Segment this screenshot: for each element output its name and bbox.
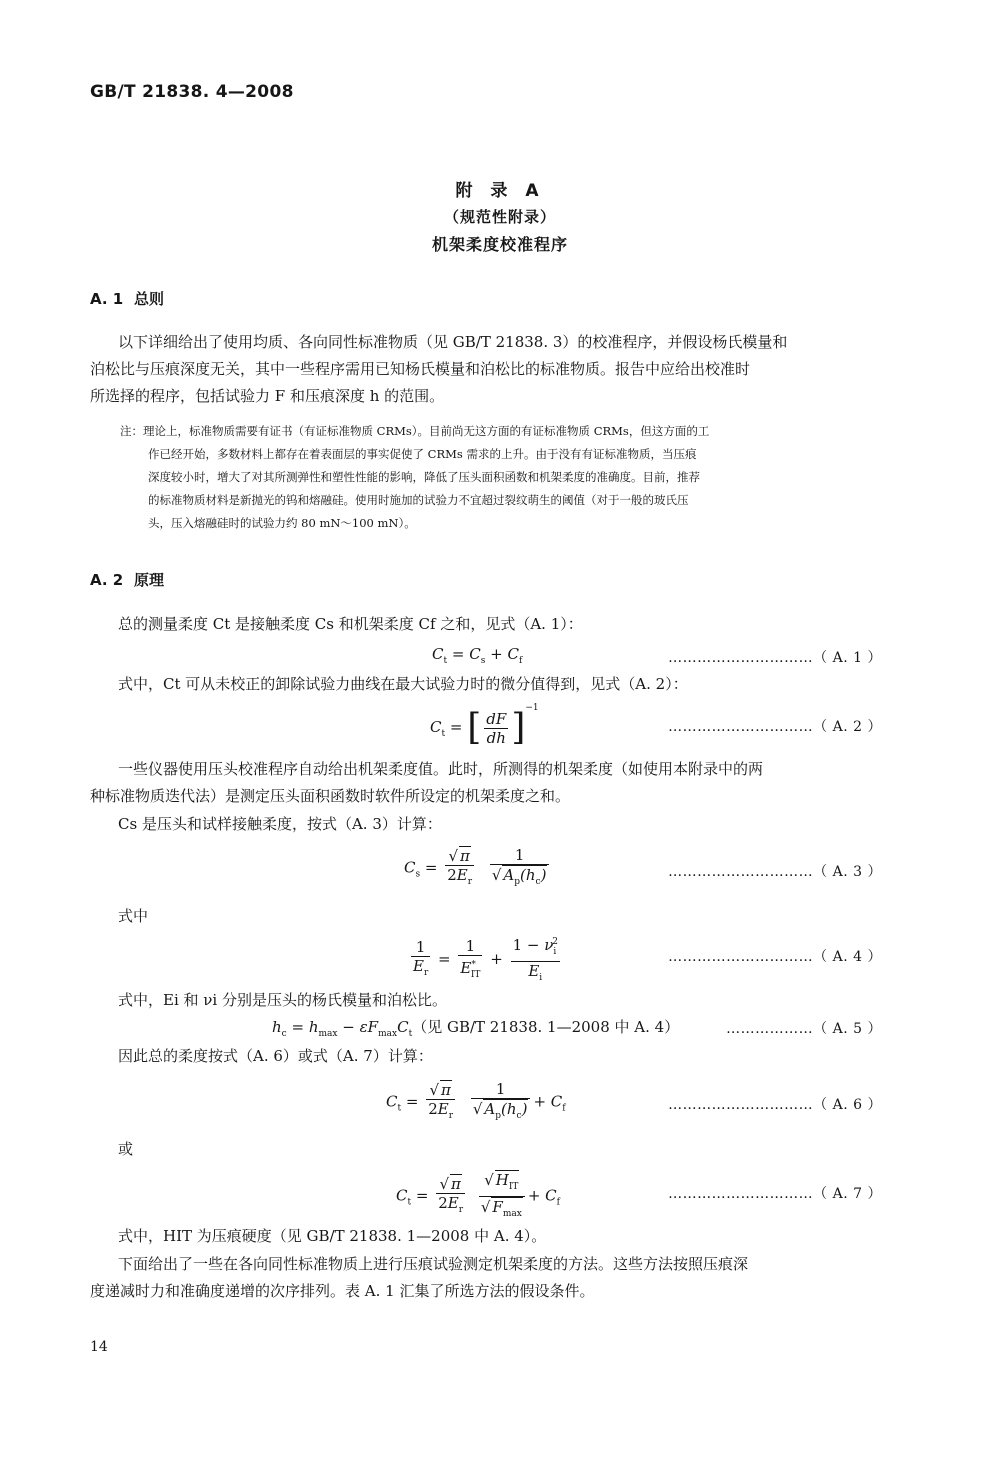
appendix-title: 附 录 A [455,181,545,201]
paragraph-line: 种标准物质迭代法）是测定压头面积函数时软件所设定的机架柔度之和。 [90,787,571,805]
equation-reference: （见 GB/T 21838. 1—2008 中 A. 4） [412,1018,680,1036]
equation-number: …………………………（ A. 2 ） [668,719,882,735]
paragraph-line: 所选择的程序，包括试验力 F 和压痕深度 h 的范围。 [90,387,445,405]
paragraph-line: 式中 [118,907,149,925]
section-title: 总则 [134,290,165,308]
paragraph-line: 一些仪器使用压头校准程序自动给出机架柔度值。此时，所测得的机架柔度（如使用本附录中的两 [118,760,764,778]
equation-a5: $h_c = h_{max} - \varepsilon F_{max}C_t$（见 GB/T 21838. 1—2008 中 A. 4） [272,1018,680,1039]
note [120,420,885,535]
paragraph-line: 泊松比与压痕深度无关，其中一些程序需用已知杨氏模量和泊松比的标准物质。报告中应给出校准时 [90,360,751,378]
note-line: 头，压入熔融硅时的试验力约 80 mN～100 mN）。 [148,516,416,530]
equation-a1: $C_t = C_s + C_f$ [432,645,523,666]
equation-a6: $C_t$ = $\frac{√ \pi}{2E_r}$ $\frac{1}{√ A_p(h_c)}$ + $C_f$ [386,1080,566,1125]
paragraph-line: 下面给出了一些在各向同性标准物质上进行压痕试验测定机架柔度的方法。这些方法按照压痕深 [118,1255,749,1273]
equation-a2: $C_t$ = [ $\frac{dF}{dh}$ ]$^{-1}$ [430,703,539,748]
note-line: 作已经开始，多数材料上都存在着表面层的事实促使了 CRMs 需求的上升。由于没有有证标准物质，当压痕 [148,447,697,461]
paragraph-line: 总的测量柔度 Ct 是接触柔度 Cs 和机架柔度 Cf 之和，见式（A. 1）： [118,615,583,633]
paragraph-line: 度递减时力和准确度递增的次序排列。表 A. 1 汇集了所选方法的假设条件。 [90,1282,595,1300]
paragraph-line: 或 [118,1140,134,1158]
paragraph-line: 式中，Ct 可从未校正的卸除试验力曲线在最大试验力时的微分值得到，见式（A. 2）： [118,675,688,693]
equation-number: ………………（ A. 5 ） [726,1021,882,1037]
paragraph-line: 因此总的柔度按式（A. 6）或式（A. 7）计算： [118,1047,433,1065]
paragraph-line: 式中，HIT 为压痕硬度（见 GB/T 21838. 1—2008 中 A. 4）。 [118,1227,547,1245]
equation-number: …………………………（ A. 1 ） [668,650,882,666]
note-line: 注：理论上，标准物质需要有证书（有证标准物质 CRMs）。目前尚无这方面的有证标准物质 CRMs，但这方面的工 [120,424,710,438]
section-number: A. 1 [90,290,124,308]
paragraph-line: Cs 是压头和试样接触柔度，按式（A. 3）计算： [118,815,442,833]
note-line: 的标准物质材料是新抛光的钨和熔融硅。使用时施加的试验力不宜超过裂纹萌生的阈值（对于一般的玻氏压 [148,493,689,507]
section-title: 原理 [134,571,165,589]
paragraph-line: 式中，Ei 和 νi 分别是压头的杨氏模量和泊松比。 [118,991,447,1009]
equation-number: …………………………（ A. 6 ） [668,1097,882,1113]
equation-a7: $C_t$ = $\frac{√ \pi}{2E_r}$ $\frac{√ H_{IT}}{√ F_{max}}$ + $C_f$ [396,1170,560,1223]
note-line: 深度较小时，增大了对其所测弹性和塑性性能的影响，降低了压头面积函数和机架柔度的准确度。目前，推荐 [148,470,700,484]
section-a2-heading [90,569,164,590]
page-number: 14 [90,1339,108,1355]
equation-number: …………………………（ A. 7 ） [668,1186,882,1202]
section-number: A. 2 [90,571,124,589]
equation-a4: $\frac{1}{E_r}$ = $\frac{1}{E^*_{IT}}$ + $\frac{1 - \nu_i^2}{E_i}$ [408,933,563,987]
section-a1-heading [90,288,164,309]
equation-a3: $C_s$ = $\frac{√ \pi}{2E_r}$ $\frac{1}{√ A_p(h_c)}$ [404,846,552,891]
equation-number: …………………………（ A. 3 ） [668,864,882,880]
appendix-name: 机架柔度校准程序 [431,235,568,254]
standard-code: GB/T 21838. 4—2008 [90,82,294,102]
paragraph-line: 以下详细给出了使用均质、各向同性标准物质（见 GB/T 21838. 3）的校准程序，并假设杨氏模量和 [118,333,788,351]
appendix-type: （规范性附录） [443,208,556,226]
equation-number: …………………………（ A. 4 ） [668,949,882,965]
